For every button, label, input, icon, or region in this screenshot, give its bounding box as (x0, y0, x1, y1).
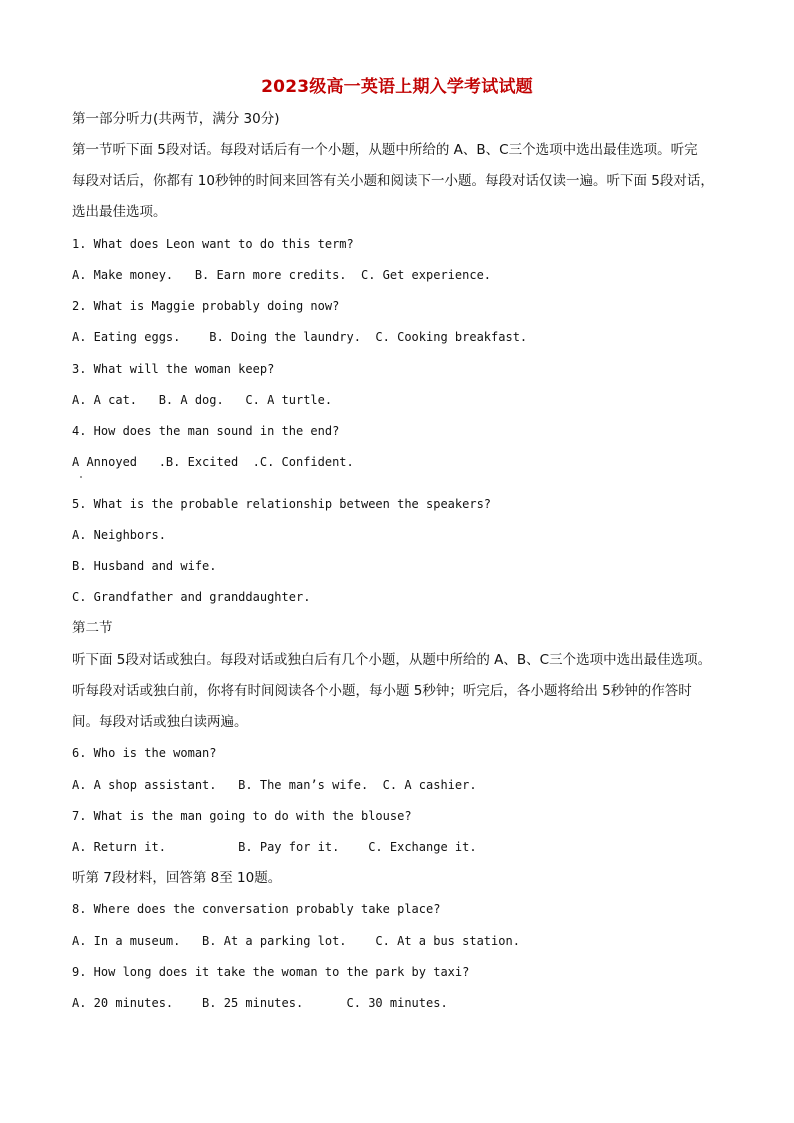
material-7-instruction: 听第 7段材料，回答第 8至 10题。 (72, 870, 282, 886)
question-3-options: A. A cat. B. A dog. C. A turtle. (72, 393, 333, 407)
question-5-option-c: C. Grandfather and granddaughter. (72, 590, 311, 604)
exam-title: 2023级高一英语上期入学考试试题 (261, 77, 533, 97)
question-7-stem: 7. What is the man going to do with the blouse? (72, 809, 412, 823)
section2-instruction-line1: 听下面 5段对话或独白。每段对话或独白后有几个小题，从题中所给的 A、B、C三个选项中选出最佳选项。 (72, 652, 712, 668)
section1-instruction-line1: 第一节听下面 5段对话。每段对话后有一个小题，从题中所给的 A、B、C三个选项中选出最佳选项。听完 (72, 142, 698, 158)
section1-instruction-line2: 每段对话后，你都有 10秒钟的时间来回答有关小题和阅读下一小题。每段对话仅读一遍。听下面 5段对话， (72, 173, 714, 189)
question-5-stem: 5. What is the probable relationship between the speakers? (72, 497, 492, 511)
section2-instruction-line2: 听每段对话或独白前，你将有时间阅读各个小题，每小题 5秒钟；听完后，各小题将给出 5秒钟的作答时 (72, 683, 692, 699)
question-3-stem: 3. What will the woman keep? (72, 362, 275, 376)
question-6-stem: 6. Who is the woman? (72, 746, 217, 760)
question-8-options: A. In a museum. B. At a parking lot. C. At a bus station. (72, 934, 520, 948)
section1-instruction-line3: 选出最佳选项。 (72, 204, 167, 220)
question-8-stem: 8. Where does the conversation probably take place? (72, 902, 441, 916)
question-1-stem: 1. What does Leon want to do this term? (72, 237, 354, 251)
question-9-stem: 9. How long does it take the woman to the park by taxi? (72, 965, 470, 979)
question-5-option-a: A. Neighbors. (72, 528, 166, 542)
question-1-options: A. Make money. B. Earn more credits. C. Get experience. (72, 268, 492, 282)
question-6-options: A. A shop assistant. B. The man’s wife. C. A cashier. (72, 778, 477, 792)
section2-heading: 第二节 (72, 620, 113, 636)
question-4-options: A Annoyed .B. Excited .C. Confident. (72, 455, 354, 469)
question-5-option-b: B. Husband and wife. (72, 559, 217, 573)
question-2-options: A. Eating eggs. B. Doing the laundry. C. Cooking breakfast. (72, 330, 528, 344)
part1-heading: 第一部分听力(共两节，满分 30分) (72, 111, 280, 127)
question-2-stem: 2. What is Maggie probably doing now? (72, 299, 340, 313)
question-9-options: A. 20 minutes. B. 25 minutes. C. 30 minutes. (72, 996, 448, 1010)
question-7-options: A. Return it. B. Pay for it. C. Exchange it. (72, 840, 477, 854)
stray-mark (80, 476, 82, 478)
question-4-stem: 4. How does the man sound in the end? (72, 424, 340, 438)
section2-instruction-line3: 间。每段对话或独白读两遍。 (72, 714, 248, 730)
